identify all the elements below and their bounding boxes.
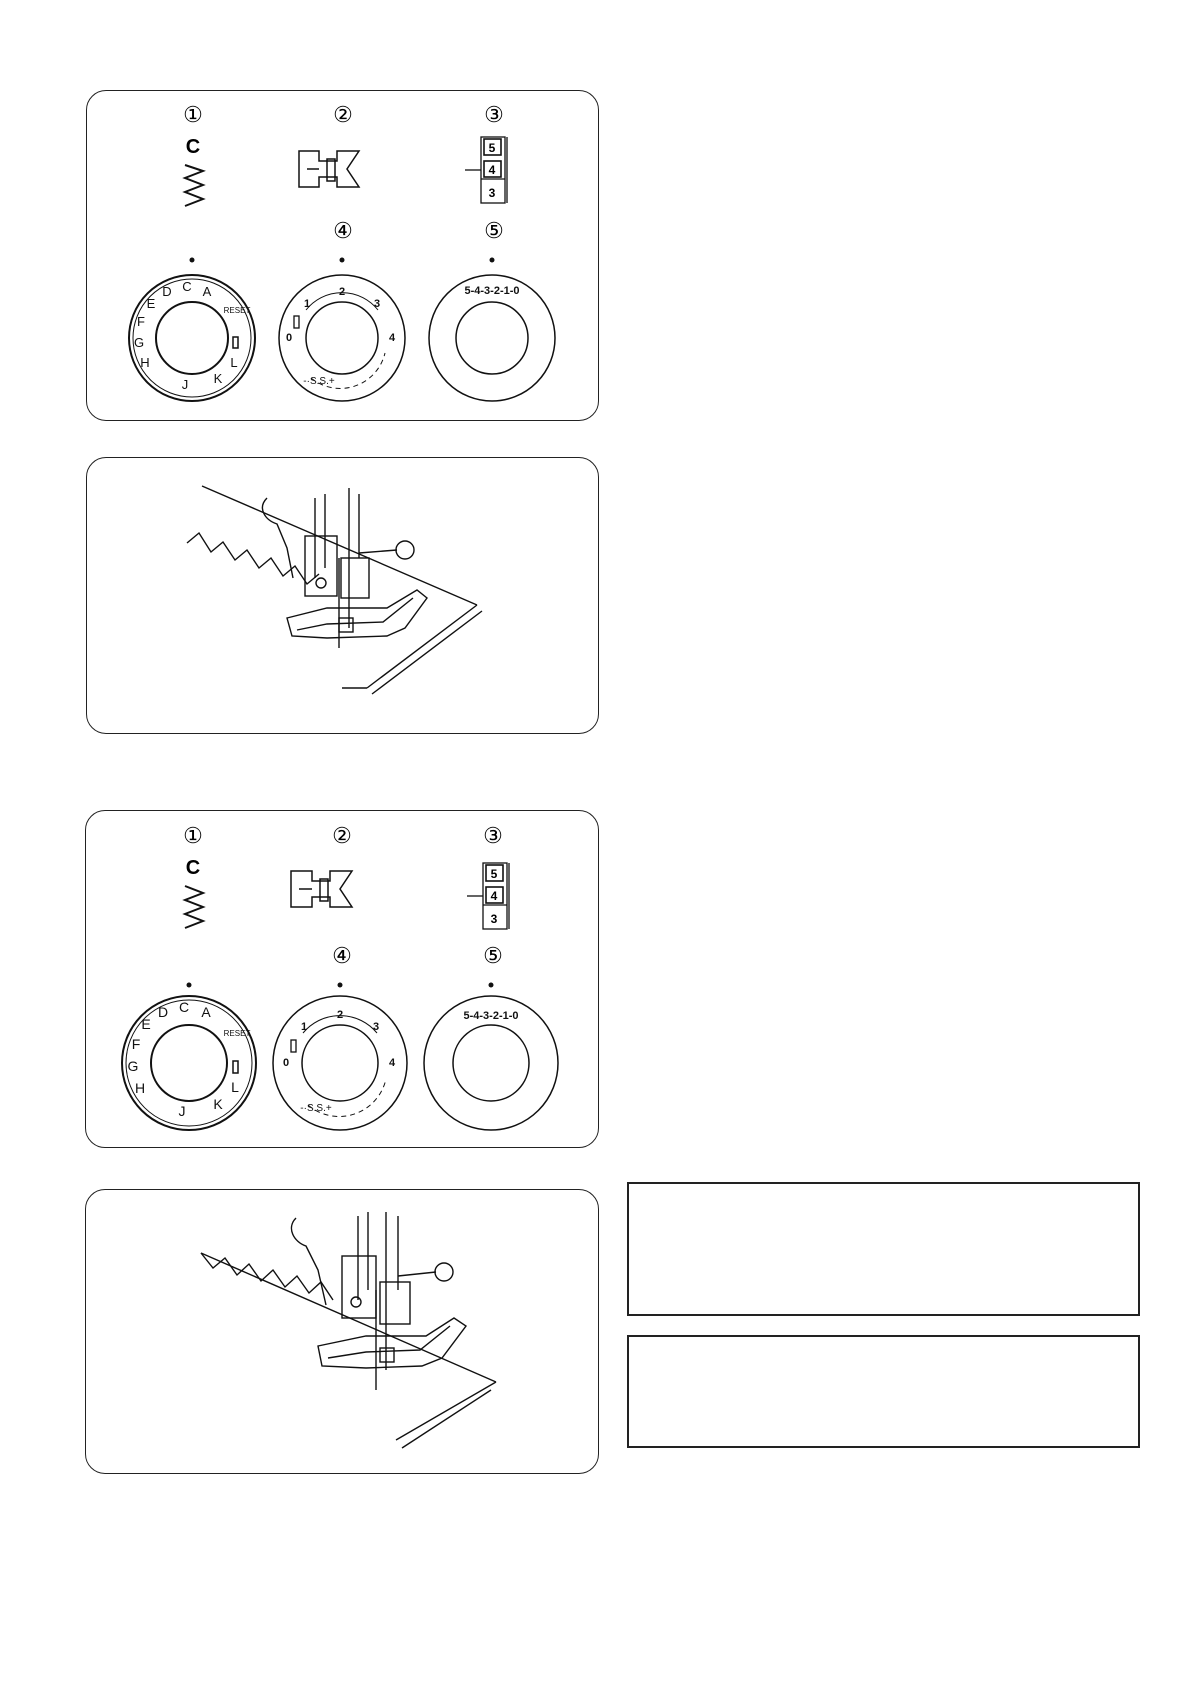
reset-marker-icon (233, 1061, 238, 1073)
presser-foot-icon (299, 151, 359, 187)
pattern-letter-e: E (141, 1016, 151, 1032)
note-box-1 (627, 1182, 1140, 1316)
presser-foot-illustration (86, 1190, 600, 1475)
settings-panel-1 (86, 90, 599, 421)
presser-foot-icon (291, 871, 352, 907)
pattern-letter-h: H (134, 1080, 146, 1096)
width-label-2: 2 (338, 286, 346, 298)
presser-foot-illustration (87, 458, 600, 735)
zigzag-stitch-icon (185, 165, 203, 206)
width-label-4: 4 (388, 1057, 396, 1069)
pattern-letter: C (185, 857, 201, 879)
tension-value-3: 3 (488, 186, 496, 200)
pattern-letter-f: F (137, 314, 145, 329)
pattern-letter-l: L (231, 1079, 239, 1095)
pattern-letter: C (185, 136, 201, 158)
marker-5: ⑤ (484, 218, 504, 243)
length-scale: 5-4-3-2-1-0 (463, 1010, 519, 1022)
width-label-1: 1 (303, 298, 311, 310)
pattern-letter-g: G (127, 1058, 139, 1074)
marker-3: ③ (483, 823, 503, 848)
width-label-4: 4 (388, 332, 396, 344)
pattern-letter-c: C (178, 999, 190, 1015)
ss-label: -·S.S.+ (303, 376, 335, 387)
indicator-dot (340, 258, 345, 263)
pattern-letter-j: J (181, 377, 189, 392)
pattern-letter-d: D (162, 284, 172, 299)
pattern-letter-k: K (213, 371, 223, 386)
marker-2: ② (333, 102, 353, 127)
marker-1: ① (183, 102, 203, 127)
illustration-panel-1 (86, 457, 599, 734)
ss-label: -·S.S.+ (300, 1103, 332, 1114)
zigzag-stitch-icon (185, 886, 203, 928)
marker-4: ④ (333, 218, 353, 243)
width-label-0: 0 (282, 1057, 290, 1069)
tension-value-4: 4 (488, 163, 496, 177)
reset-marker-icon (233, 337, 238, 348)
width-zero-marker-icon (294, 316, 299, 328)
indicator-dot (490, 258, 495, 263)
marker-4: ④ (332, 943, 352, 968)
indicator-dot (190, 258, 195, 263)
tension-value-5: 5 (490, 867, 498, 881)
tension-value-3: 3 (490, 912, 498, 926)
pattern-letter-a: A (201, 1004, 211, 1020)
note-box-2 (627, 1335, 1140, 1448)
marker-2: ② (332, 823, 352, 848)
pattern-letter-l: L (230, 355, 238, 370)
pattern-letter-j: J (178, 1103, 186, 1119)
indicator-dot (338, 983, 343, 988)
pattern-letter-a: A (202, 284, 212, 299)
tension-value-4: 4 (490, 889, 498, 903)
width-label-1: 1 (300, 1021, 308, 1033)
indicator-dot (187, 983, 192, 988)
illustration-panel-2 (85, 1189, 599, 1474)
width-label-0: 0 (285, 332, 293, 344)
tension-scale-icon (465, 137, 507, 203)
width-label-2: 2 (336, 1009, 344, 1021)
tension-value-5: 5 (488, 141, 496, 155)
marker-5: ⑤ (483, 943, 503, 968)
settings-diagram (87, 91, 600, 422)
pattern-letter-e: E (146, 296, 156, 311)
zigzag-seam (187, 533, 319, 584)
pattern-selector-dial (129, 275, 255, 401)
marker-3: ③ (484, 102, 504, 127)
settings-diagram (86, 811, 600, 1149)
width-label-3: 3 (372, 1021, 380, 1033)
reset-label: RESET (223, 306, 251, 315)
pattern-letter-f: F (131, 1036, 141, 1052)
indicator-dot (489, 983, 494, 988)
pattern-letter-d: D (157, 1004, 169, 1020)
pattern-letter-g: G (133, 335, 145, 350)
length-scale: 5-4-3-2-1-0 (464, 285, 520, 297)
pattern-letter-k: K (213, 1096, 223, 1112)
width-label-3: 3 (373, 298, 381, 310)
width-zero-marker-icon (291, 1040, 296, 1052)
settings-panel-2 (85, 810, 599, 1148)
tension-scale-icon (467, 863, 509, 929)
pattern-letter-c: C (182, 279, 192, 294)
reset-label: RESET (223, 1029, 251, 1038)
marker-1: ① (183, 823, 203, 848)
pattern-letter-h: H (140, 355, 150, 370)
